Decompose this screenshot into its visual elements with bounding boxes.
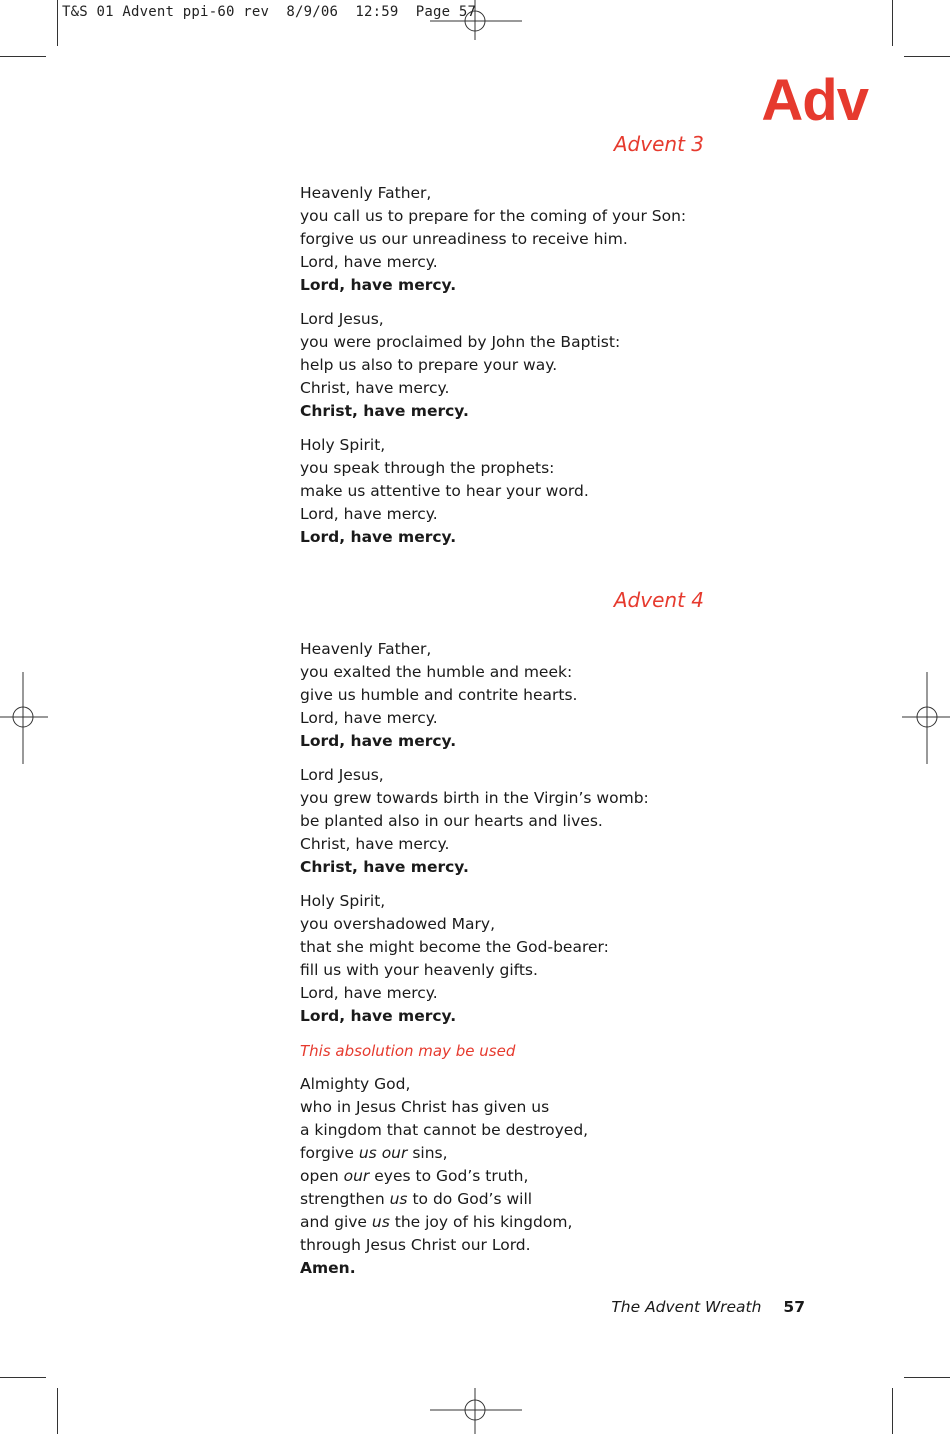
registration-mark-icon (430, 0, 522, 40)
text-line: who in Jesus Christ has given us (300, 1098, 550, 1116)
text-line: Holy Spirit, (300, 436, 386, 454)
page-number: 57 (783, 1298, 805, 1316)
registration-mark-icon (430, 1388, 522, 1434)
text-line: help us also to prepare your way. (300, 356, 558, 374)
response-line: Lord, have mercy. (300, 732, 457, 750)
section-heading: Advent 4 (613, 588, 704, 612)
text-line: make us attentive to hear your word. (300, 482, 589, 500)
print-slug: T&S 01 Advent ppi-60 rev 8/9/06 12:59 Page 57 (62, 4, 477, 20)
text-line: you grew towards birth in the Virgin’s womb: (300, 789, 649, 807)
stanza (300, 764, 820, 879)
text-line: Holy Spirit, (300, 892, 386, 910)
text-line: Lord, have mercy. (300, 984, 438, 1002)
registration-mark-icon (0, 672, 48, 764)
page-footer (611, 1298, 805, 1316)
crop-mark (904, 1377, 950, 1378)
stanza (300, 890, 820, 1028)
text-line: Lord, have mercy. (300, 505, 438, 523)
text-line: give us humble and contrite hearts. (300, 686, 578, 704)
crop-mark (904, 56, 950, 57)
registration-mark-icon (902, 672, 950, 764)
stanza (300, 434, 820, 549)
crop-mark (892, 1388, 893, 1434)
kyrie-advent-3 (300, 182, 820, 560)
text-line: through Jesus Christ our Lord. (300, 1236, 531, 1254)
text-line: Christ, have mercy. (300, 379, 450, 397)
absolution (300, 1073, 820, 1280)
text-line: Lord Jesus, (300, 766, 384, 784)
text-line: you speak through the prophets: (300, 459, 555, 477)
text-line: Lord, have mercy. (300, 709, 438, 727)
text-line: and give us the joy of his kingdom, (300, 1213, 573, 1231)
response-line: Christ, have mercy. (300, 858, 469, 876)
crop-mark (892, 0, 893, 46)
crop-mark (0, 1377, 46, 1378)
text-line: that she might become the God-bearer: (300, 938, 609, 956)
stanza (300, 308, 820, 423)
text-line: you call us to prepare for the coming of your Son: (300, 207, 687, 225)
text-line: you exalted the humble and meek: (300, 663, 573, 681)
crop-mark (57, 0, 58, 46)
text-line: forgive us our sins, (300, 1144, 448, 1162)
text-line: you were proclaimed by John the Baptist: (300, 333, 621, 351)
text-line: Almighty God, (300, 1075, 411, 1093)
text-line: strengthen us to do God’s will (300, 1190, 533, 1208)
text-line: fill us with your heavenly gifts. (300, 961, 538, 979)
text-line: Lord Jesus, (300, 310, 384, 328)
section-tab: Adv (761, 68, 868, 133)
running-title: The Advent Wreath (611, 1298, 762, 1316)
kyrie-advent-4 (300, 638, 820, 1291)
section-heading: Advent 3 (613, 132, 704, 156)
text-line: Heavenly Father, (300, 640, 432, 658)
crop-mark (57, 1388, 58, 1434)
text-line: Heavenly Father, (300, 184, 432, 202)
stanza (300, 638, 820, 753)
response-line: Christ, have mercy. (300, 402, 469, 420)
text-line: open our eyes to God’s truth, (300, 1167, 529, 1185)
text-line: Christ, have mercy. (300, 835, 450, 853)
text-line: be planted also in our hearts and lives. (300, 812, 603, 830)
stanza (300, 182, 820, 297)
text-line: Lord, have mercy. (300, 253, 438, 271)
text-line: you overshadowed Mary, (300, 915, 496, 933)
amen-line: Amen. (300, 1259, 356, 1277)
response-line: Lord, have mercy. (300, 1007, 457, 1025)
crop-mark (0, 56, 46, 57)
text-line: forgive us our unreadiness to receive him. (300, 230, 628, 248)
rubric: This absolution may be used (300, 1042, 516, 1060)
text-line: a kingdom that cannot be destroyed, (300, 1121, 589, 1139)
response-line: Lord, have mercy. (300, 528, 457, 546)
response-line: Lord, have mercy. (300, 276, 457, 294)
